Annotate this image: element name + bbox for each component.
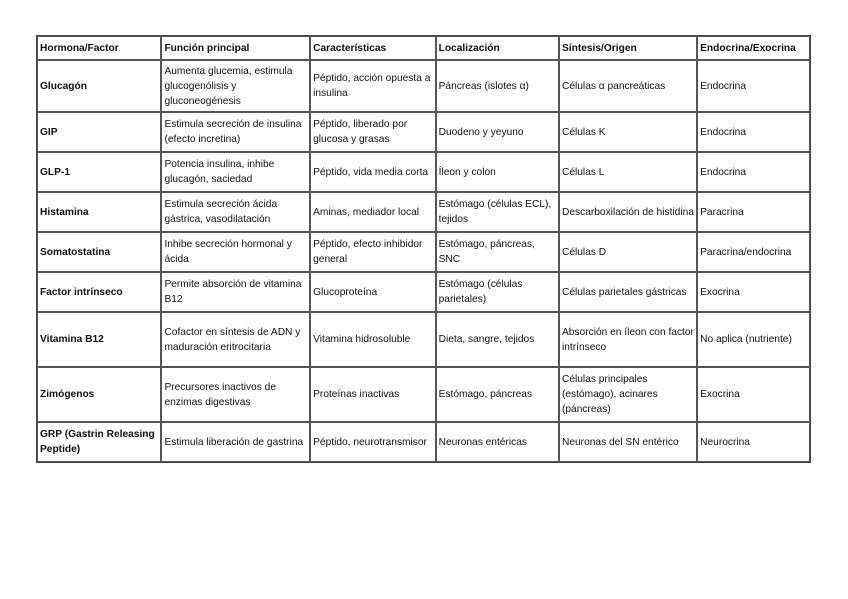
table-row bbox=[37, 422, 810, 462]
table-cell: Inhibe secreción hormonal y ácida bbox=[161, 232, 310, 272]
table-cell: Estimula secreción de insulina (efecto incretina) bbox=[161, 112, 310, 152]
table-cell: Péptido, acción opuesta a insulina bbox=[310, 60, 435, 112]
table-cell: Péptido, vida media corta bbox=[310, 152, 435, 192]
row-title: Zimógenos bbox=[37, 367, 161, 422]
table-row bbox=[37, 367, 810, 422]
table-cell: Estómago, páncreas, SNC bbox=[436, 232, 559, 272]
table-cell: Péptido, liberado por glucosa y grasas bbox=[310, 112, 435, 152]
header-sintesis: Síntesis/Origen bbox=[559, 36, 697, 60]
row-title: Glucagón bbox=[37, 60, 161, 112]
table-cell: Descarboxilación de histidina bbox=[559, 192, 697, 232]
table-cell: Proteínas inactivas bbox=[310, 367, 435, 422]
table-cell: No aplica (nutriente) bbox=[697, 312, 810, 367]
table-row bbox=[37, 272, 810, 312]
table-cell: Duodeno y yeyuno bbox=[436, 112, 559, 152]
table-cell: Exocrina bbox=[697, 367, 810, 422]
table-cell: Absorción en íleon con factor intrínseco bbox=[559, 312, 697, 367]
header-row bbox=[37, 36, 810, 60]
table-cell: Células L bbox=[559, 152, 697, 192]
table-cell: Vitamina hidrosoluble bbox=[310, 312, 435, 367]
table-cell: Estómago, páncreas bbox=[436, 367, 559, 422]
table-row bbox=[37, 312, 810, 367]
table-cell: Paracrina bbox=[697, 192, 810, 232]
row-title: Factor intrínseco bbox=[37, 272, 161, 312]
row-title: Vitamina B12 bbox=[37, 312, 161, 367]
table-row bbox=[37, 192, 810, 232]
table-row bbox=[37, 152, 810, 192]
table-cell: Exocrina bbox=[697, 272, 810, 312]
table-cell: Potencia insulina, inhibe glucagón, saciedad bbox=[161, 152, 310, 192]
table-cell: Glucoproteína bbox=[310, 272, 435, 312]
table-cell: Permite absorción de vitamina B12 bbox=[161, 272, 310, 312]
table-cell: Cofactor en síntesis de ADN y maduración eritrocitaria bbox=[161, 312, 310, 367]
table-cell: Estimula secreción ácida gástrica, vasodilatación bbox=[161, 192, 310, 232]
table-cell: Estimula liberación de gastrina bbox=[161, 422, 310, 462]
table-cell: Aumenta glucemia, estimula glucogenólisis y gluconeogénesis bbox=[161, 60, 310, 112]
table-cell: Endocrina bbox=[697, 60, 810, 112]
header-localizacion: Localización bbox=[436, 36, 559, 60]
row-title: Somatostatina bbox=[37, 232, 161, 272]
table-cell: Células parietales gástricas bbox=[559, 272, 697, 312]
header-funcion: Función principal bbox=[161, 36, 310, 60]
table-cell: Células K bbox=[559, 112, 697, 152]
table-cell: Íleon y colon bbox=[436, 152, 559, 192]
table-cell: Células D bbox=[559, 232, 697, 272]
table-cell: Páncreas (islotes α) bbox=[436, 60, 559, 112]
table-cell: Péptido, efecto inhibidor general bbox=[310, 232, 435, 272]
table-cell: Endocrina bbox=[697, 152, 810, 192]
table-cell: Neuronas entéricas bbox=[436, 422, 559, 462]
table-cell: Péptido, neurotransmisor bbox=[310, 422, 435, 462]
table-cell: Dieta, sangre, tejidos bbox=[436, 312, 559, 367]
table-row bbox=[37, 232, 810, 272]
table-cell: Estómago (células parietales) bbox=[436, 272, 559, 312]
hormone-table bbox=[36, 35, 811, 463]
table-cell: Precursores inactivos de enzimas digestivas bbox=[161, 367, 310, 422]
row-title: Histamina bbox=[37, 192, 161, 232]
table-cell: Células α pancreáticas bbox=[559, 60, 697, 112]
header-endocrina-exocrina: Endocrina/Exocrina bbox=[697, 36, 810, 60]
table-cell: Neuronas del SN entérico bbox=[559, 422, 697, 462]
table-cell: Estómago (células ECL), tejidos bbox=[436, 192, 559, 232]
table-row bbox=[37, 112, 810, 152]
table-cell: Paracrina/endocrina bbox=[697, 232, 810, 272]
table-cell: Neurocrina bbox=[697, 422, 810, 462]
table-cell: Endocrina bbox=[697, 112, 810, 152]
table-cell: Aminas, mediador local bbox=[310, 192, 435, 232]
row-title: GRP (Gastrin Releasing Peptide) bbox=[37, 422, 161, 462]
header-caracteristicas: Características bbox=[310, 36, 435, 60]
row-title: GLP-1 bbox=[37, 152, 161, 192]
header-hormona: Hormona/Factor bbox=[37, 36, 161, 60]
table-row bbox=[37, 60, 810, 112]
row-title: GIP bbox=[37, 112, 161, 152]
table-cell: Células principales (estómago), acinares (páncreas) bbox=[559, 367, 697, 422]
